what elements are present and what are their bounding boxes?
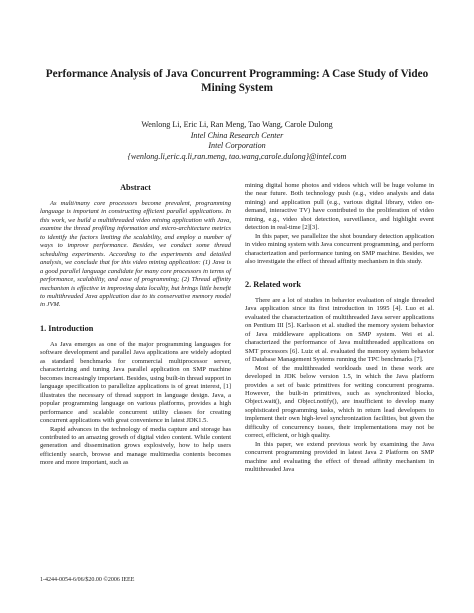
related-paragraph-1: There are a lot of studies in behavior evaluation of single threaded Java application since its first introduction in 1995 [4]. Luo et al. evaluated the characterization of multithreaded Java server applications on Pentium III [5]. Karlsson et al. studied the memory system behavior of Java middleware applications on SMP system. Wei et al. characterized the performance of Java multithreaded applications on SMT processors [6]. Luiz et al. evaluated the memory system behavior of Database Management Systems running the TPC benchmarks [7].	[245, 297, 434, 364]
intro-heading: 1. Introduction	[40, 324, 94, 333]
right-column-top	[245, 182, 434, 267]
title-line-2: Mining System	[201, 82, 273, 94]
paper-title	[30, 67, 444, 95]
intro-paragraph-3: mining digital home photos and videos which will be huge volume in the near future. Both technology push (e.g., video analysis and data mining) and application pull (e.g., various digital library, video on-demand, interactive TV) have contributed to the proliferation of video mining, e.g., video shot detection, surveillance, and highlight event detection in real-time [2][3].	[245, 182, 434, 232]
intro-paragraph-4: In this paper, we parallelize the shot boundary detection application in video mining system with Java concurrent programming, and perform characterization and performance tuning on SMP machine. Besides, we also investigate the effect of thread affinity mechanism in this study.	[245, 232, 434, 266]
related-paragraph-3: In this paper, we extend previous work by examining the Java concurrent programming provided in latest Java 2 Platform on SMP machine and evaluating the effect of thread affinity mechanism in multithreaded Java	[245, 440, 434, 474]
abstract-text: As multi/many core processors become prevalent, programming language is important in constructing efficient parallel applications. In this work, we build a multithreaded video mining application with Java, examine the thread profiling information and micro-architecture metrics to identify the factors limiting the scalability, and employ a number of ways to improve performance. Besides, we conduct some thread scheduling experiments. According to the experiments and detailed analysis, we conclude that for this video mining application: (1) Java is a good parallel language candidate for many core processors in terms of performance, scalability, and ease of programming; (2) Thread affinity mechanism is effective in improving data locality, but brings little benefit to multithreaded Java application due to its conservative memory model in JVM.	[40, 200, 231, 309]
title-line-1: Performance Analysis of Java Concurrent Programming: A Case Study of Video	[45, 68, 429, 80]
author-block	[30, 120, 444, 162]
related-paragraph-2: Most of the multithreaded workloads used in these work are developed in JDK below version 1.5, in which the Java platform provides a set of basic primitives for writing concurrent programs. However, the built-in primitives, such as synchronized blocks, Object.wait(), and Object.notify(), are insufficient to develop many sophisticated programming tasks, which in return lead developers to implement their own high-level synchronization facilities, but given the difficulty of concurrency issues, their implementations may not be correct, efficient, or high quality.	[245, 364, 434, 440]
right-column-related	[245, 280, 434, 475]
abstract-heading: Abstract	[120, 183, 151, 192]
author-names: Wenlong Li, Eric Li, Ran Meng, Tao Wang, Carole Dulong	[141, 120, 333, 129]
footer-copyright: 1-4244-0054-6/06/$20.00 ©2006 IEEE	[40, 577, 135, 583]
intro-paragraph-1: As Java emerges as one of the major programming languages for software development and parallel Java applications are widely adopted as standard benchmarks for commercial multiprocessor server, characterizing and tuning Java parallel application on SMP machine becomes increasingly important. Besides, using built-in thread support in language specification to parallelize applications is of great interest, [1] illustrates the necessary of thread support in language design. Java, a popular programming language on various platforms, provides a high performance and scalable concurrent utility classes for creating concurrent applications with great convenience in latest JDK1.5.	[40, 341, 231, 425]
author-emails: {wenlong.li,eric.q.li,ran.meng, tao.wang,carole.dulong}@intel.com	[127, 151, 347, 161]
intro-paragraph-2: Rapid advances in the technology of media capture and storage has contributed to an amazing growth of digital video content. While content generation and dissemination grows explosively, how to help users efficiently search, browse and manage multimedia contents becomes more and more important, such as	[40, 425, 231, 467]
related-heading: 2. Related work	[245, 280, 301, 289]
affiliation-1: Intel China Research Center	[190, 130, 284, 140]
affiliation-2: Intel Corporation	[208, 141, 266, 151]
left-column-intro	[40, 324, 231, 468]
left-column-top	[40, 183, 231, 310]
